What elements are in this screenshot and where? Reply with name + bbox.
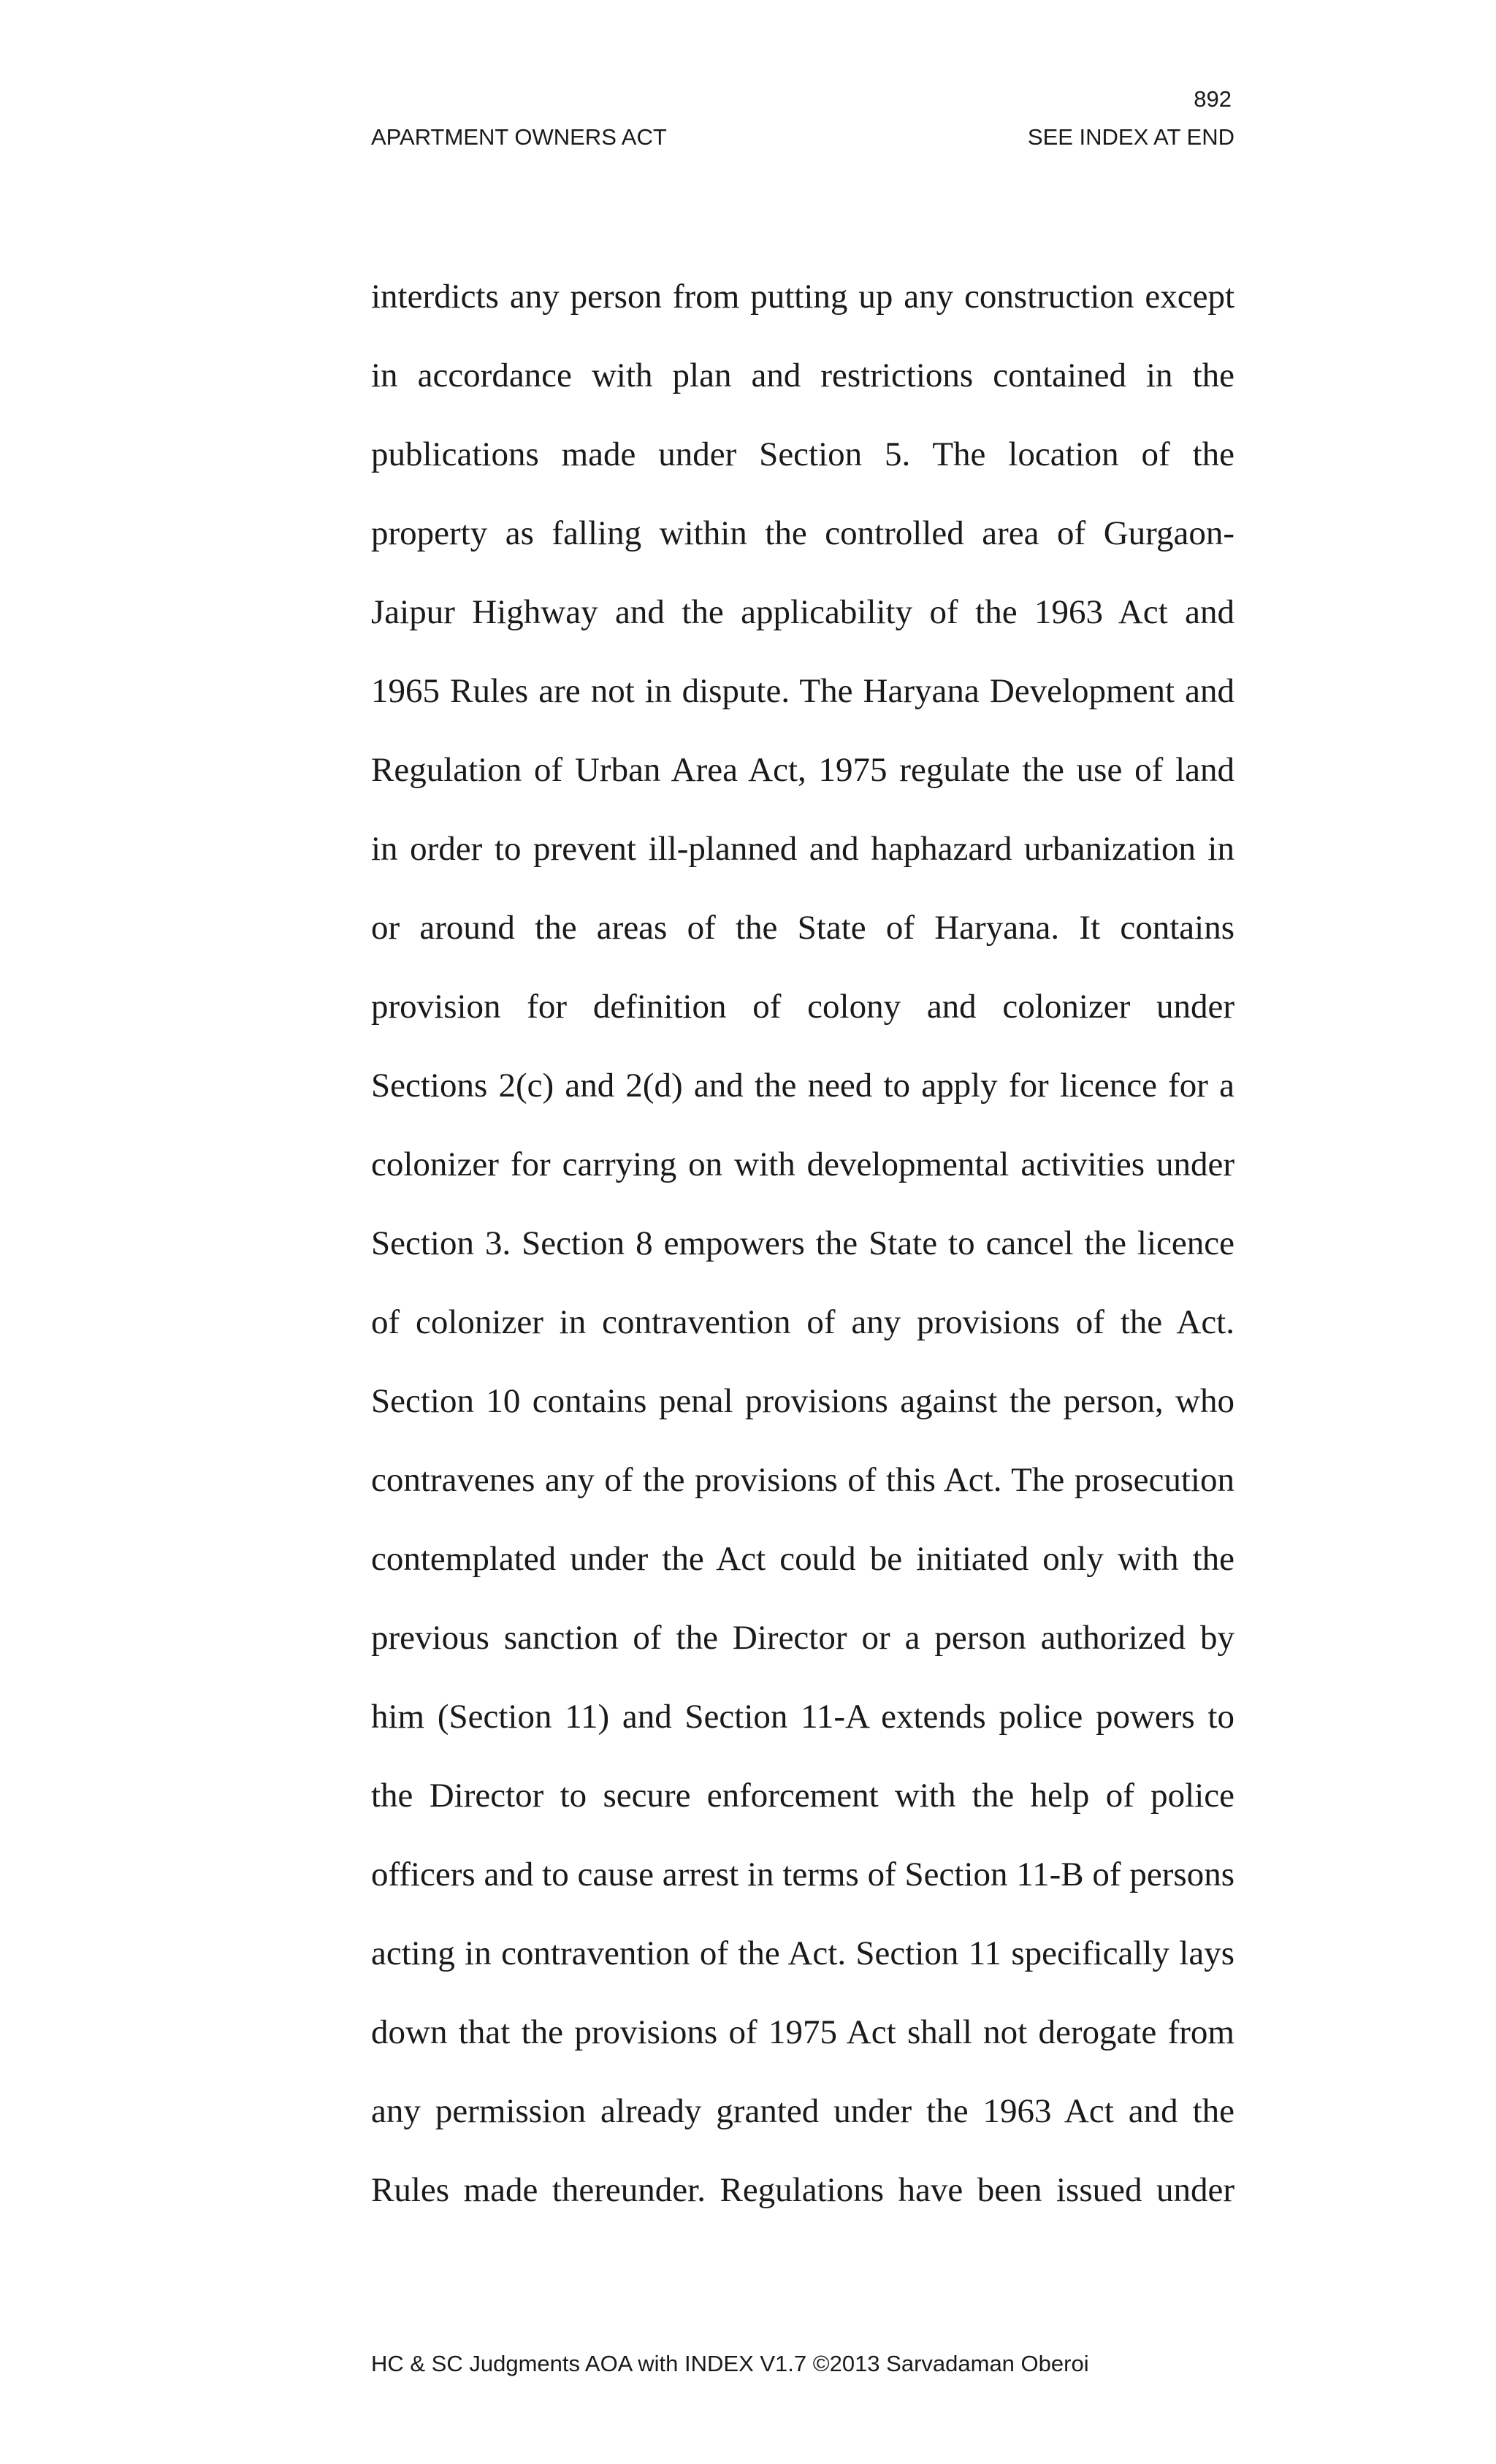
body-line: Regulation of Urban Area Act, 1975 regulate the use of land (371, 751, 1234, 789)
body-line: him (Section 11) and Section 11-A extends police powers to (371, 1698, 1234, 1736)
header-title: APARTMENT OWNERS ACT (371, 124, 667, 150)
body-line: acting in contravention of the Act. Section 11 specifically lays (371, 1934, 1234, 1972)
body-line: any permission already granted under the 1963 Act and the (371, 2092, 1234, 2130)
body-line: colonizer for carrying on with developmental activities under (371, 1145, 1234, 1183)
body-line: Sections 2(c) and 2(d) and the need to apply for licence for a (371, 1067, 1234, 1105)
body-line: of colonizer in contravention of any provisions of the Act. (371, 1303, 1234, 1341)
running-header (371, 126, 1234, 148)
body-text (371, 257, 1234, 2230)
body-line: publications made under Section 5. The location of the (371, 435, 1234, 473)
body-line: provision for definition of colony and colonizer under (371, 988, 1234, 1026)
header-index-note: SEE INDEX AT END (1027, 124, 1234, 150)
page-number: 892 (1194, 86, 1232, 112)
body-line: in order to prevent ill-planned and haphazard urbanization in (371, 830, 1234, 868)
body-line: Section 3. Section 8 empowers the State to cancel the licence (371, 1224, 1234, 1262)
body-line: property as falling within the controlled area of Gurgaon- (371, 514, 1234, 552)
footer-copyright: HC & SC Judgments AOA with INDEX V1.7 ©2013 Sarvadaman Oberoi (371, 2351, 1089, 2376)
body-line: contemplated under the Act could be initiated only with the (371, 1540, 1234, 1578)
body-line: interdicts any person from putting up any construction except (371, 278, 1234, 316)
body-line: 1965 Rules are not in dispute. The Haryana Development and (371, 672, 1234, 710)
body-line: in accordance with plan and restrictions contained in the (371, 356, 1234, 394)
body-line: contravenes any of the provisions of this Act. The prosecution (371, 1461, 1234, 1499)
body-line: Jaipur Highway and the applicability of the 1963 Act and (371, 593, 1234, 631)
body-line: or around the areas of the State of Haryana. It contains (371, 909, 1234, 947)
body-line: down that the provisions of 1975 Act shall not derogate from (371, 2013, 1234, 2051)
body-line: Rules made thereunder. Regulations have been issued under (371, 2171, 1234, 2209)
body-line: the Director to secure enforcement with the help of police (371, 1777, 1234, 1815)
body-line: Section 10 contains penal provisions against the person, who (371, 1382, 1234, 1420)
body-line: previous sanction of the Director or a person authorized by (371, 1619, 1234, 1657)
body-line: officers and to cause arrest in terms of Section 11-B of persons (371, 1855, 1234, 1893)
